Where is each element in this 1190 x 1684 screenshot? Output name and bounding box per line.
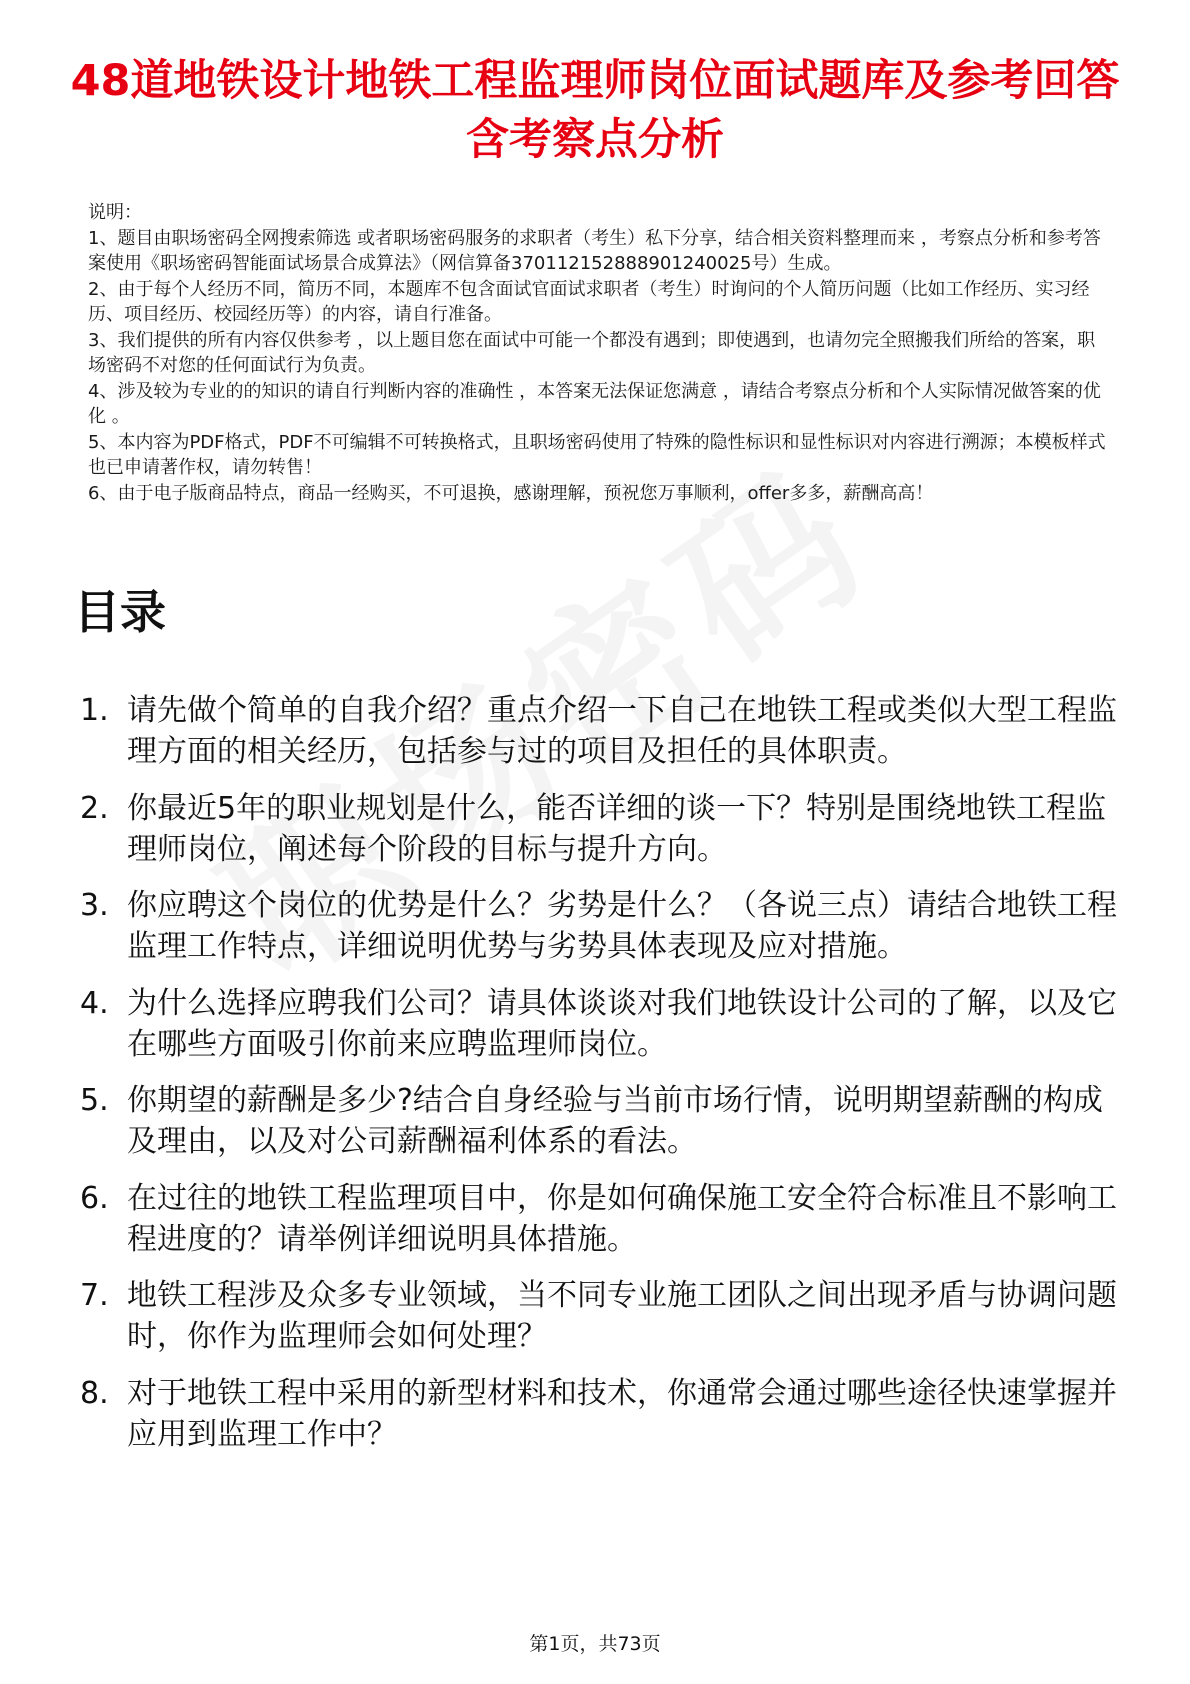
toc-item[interactable]: [80, 1080, 1124, 1162]
toc-item-number: 5.: [80, 1083, 109, 1118]
intro-line: 2、由于每个人经历不同，简历不同，本题库不包含面试官面试求职者（考生）时询问的个人简历问题（比如工作经历、实习经历、项目经历、校园经历等）的内容，请自行准备。: [88, 278, 1090, 325]
toc-item-number: 8.: [80, 1375, 109, 1411]
toc-item-number: 6.: [80, 1180, 109, 1216]
intro-line: 5、本内容为PDF格式，PDF不可编辑不可转换格式，且职场密码使用了特殊的隐性标识和显性标识对内容进行溯源；本模板样式也已申请著作权，请勿转售！: [88, 431, 1106, 478]
toc-item[interactable]: [80, 690, 1124, 772]
intro-notes: [88, 200, 1110, 506]
toc-item-text: 地铁工程涉及众多专业领域，当不同专业施工团队之间出现矛盾与协调问题时，你作为监理师会如何处理？: [127, 1278, 1117, 1354]
intro-line: 6、由于电子版商品特点，商品一经购买，不可退换，感谢理解，预祝您万事顺利，offer多多，薪酬高高！: [88, 482, 934, 504]
toc-item-number: 2.: [80, 790, 109, 826]
toc-item[interactable]: [80, 1275, 1124, 1357]
toc-item-number: 3.: [80, 888, 109, 923]
page-footer: 第1页，共73页: [529, 1633, 661, 1655]
toc-item[interactable]: [80, 788, 1124, 870]
toc-item-text: 在过往的地铁工程监理项目中，你是如何确保施工安全符合标准且不影响工程进度的？请举例详细说明具体措施。: [127, 1180, 1117, 1257]
page-title: 48道地铁设计地铁工程监理师岗位面试题库及参考回答含考察点分析: [70, 56, 1120, 165]
toc-item-number: 1.: [80, 693, 109, 728]
toc-heading: 目录: [74, 585, 166, 639]
toc-item[interactable]: [80, 1373, 1124, 1455]
toc-item-text: 对于地铁工程中采用的新型材料和技术，你通常会通过哪些途径快速掌握并应用到监理工作中？: [127, 1375, 1117, 1452]
toc-item-number: 4.: [80, 985, 109, 1021]
toc-item-text: 你应聘这个岗位的优势是什么？劣势是什么？（各说三点）请结合地铁工程监理工作特点，详细说明优势与劣势具体表现及应对措施。: [127, 888, 1117, 964]
toc-item-text: 为什么选择应聘我们公司？请具体谈谈对我们地铁设计公司的了解，以及它在哪些方面吸引你前来应聘监理师岗位。: [127, 985, 1117, 1062]
toc-item[interactable]: [80, 983, 1124, 1065]
toc-item-text: 请先做个简单的自我介绍？重点介绍一下自己在地铁工程或类似大型工程监理方面的相关经历，包括参与过的项目及担任的具体职责。: [127, 693, 1117, 769]
intro-line: 4、涉及较为专业的的知识的请自行判断内容的准确性 ，本答案无法保证您满意 ，请结合考察点分析和个人实际情况做答案的优化 。: [88, 380, 1101, 427]
intro-line: 3、我们提供的所有内容仅供参考 ，以上题目您在面试中可能一个都没有遇到；即使遇到，也请勿完全照搬我们所给的答案，职场密码不对您的任何面试行为负责。: [88, 329, 1096, 376]
intro-line: 1、题目由职场密码全网搜索筛选 或者职场密码服务的求职者（考生）私下分享，结合相关资料整理而来 ，考察点分析和参考答案使用《职场密码智能面试场景合成算法》（网信算备370112152888901240025号）生成。: [88, 227, 1101, 274]
toc-item-number: 7.: [80, 1278, 109, 1313]
toc-item[interactable]: [80, 885, 1124, 967]
intro-line: 说明：: [88, 202, 142, 223]
toc-item-text: 你期望的薪酬是多少?结合自身经验与当前市场行情，说明期望薪酬的构成及理由，以及对公司薪酬福利体系的看法。: [127, 1083, 1103, 1159]
toc-list: [80, 690, 1124, 1470]
toc-item[interactable]: [80, 1178, 1124, 1260]
toc-item-text: 你最近5年的职业规划是什么，能否详细的谈一下？特别是围绕地铁工程监理师岗位，阐述每个阶段的目标与提升方向。: [127, 790, 1107, 867]
